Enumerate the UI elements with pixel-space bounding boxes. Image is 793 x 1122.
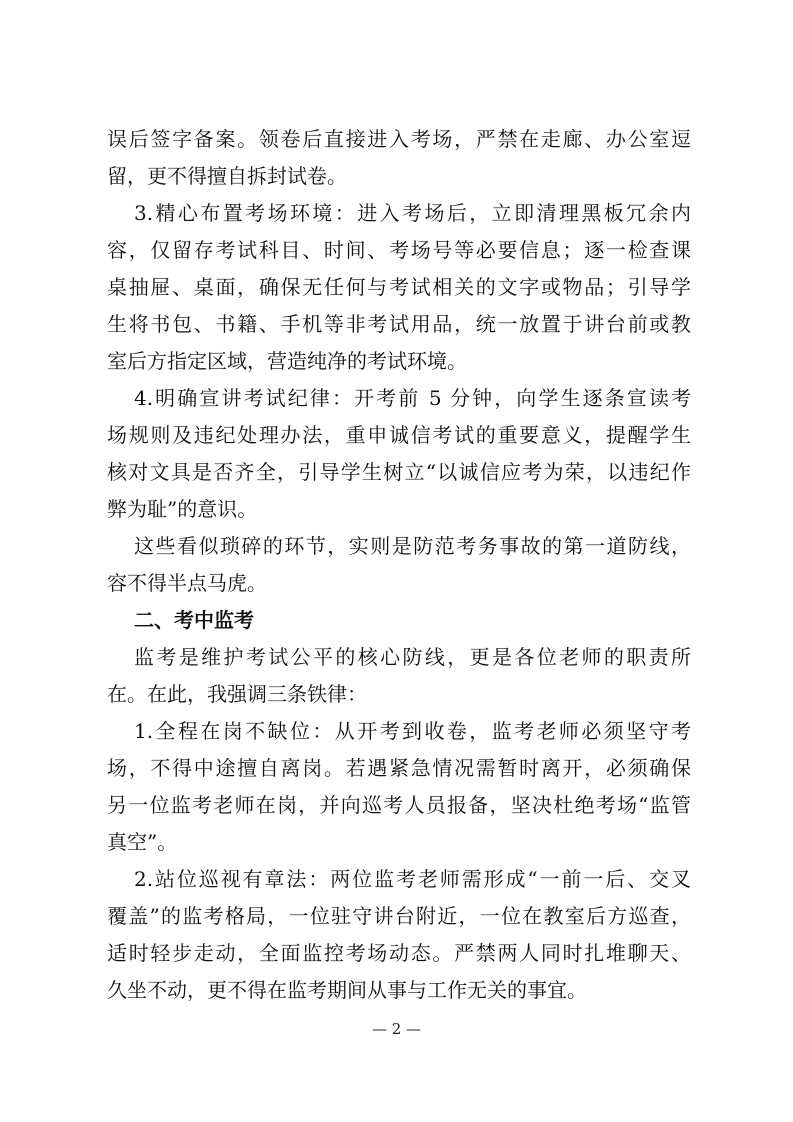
page-number: — 2 — [371, 1020, 422, 1038]
paragraph [107, 861, 691, 1009]
text-line: 监考是维护考试公平的核心防线，更是各位老师的职责所 [134, 645, 691, 669]
text-line: 场规则及违纪处理办法，重申诚信考试的重要意义，提醒学生 [107, 423, 691, 447]
text-line: 生将书包、书籍、手机等非考试用品，统一放置于讲台前或教 [107, 312, 691, 336]
document-body [107, 121, 691, 1009]
text-line: 覆盖”的监考格局，一位驻守讲台附近，一位在教室后方巡查， [107, 904, 691, 928]
text-line: 3.精心布置考场环境：进入考场后，立即清理黑板冗余内 [134, 201, 691, 225]
paragraph [107, 380, 691, 528]
text-line: 二、考中监考 [134, 608, 254, 632]
text-line: 容不得半点马虎。 [107, 571, 267, 595]
text-line: 这些看似琐碎的环节，实则是防范考务事故的第一道防线， [134, 534, 691, 558]
text-line: 2.站位巡视有章法：两位监考老师需形成“一前一后、交叉 [134, 867, 691, 891]
paragraph [107, 121, 691, 195]
section-heading [107, 602, 691, 639]
paragraph [107, 528, 691, 602]
text-line: 久坐不动，更不得在监考期间从事与工作无关的事宜。 [107, 978, 587, 1002]
paragraph [107, 195, 691, 380]
text-line: 4.明确宣讲考试纪律：开考前 5 分钟，向学生逐条宣读考 [134, 386, 691, 410]
text-line: 桌抽屉、桌面，确保无任何与考试相关的文字或物品；引导学 [107, 275, 691, 299]
text-line: 弊为耻”的意识。 [107, 497, 258, 521]
text-line: 误后签字备案。领卷后直接进入考场，严禁在走廊、办公室逗 [107, 127, 691, 151]
text-line: 真空”。 [107, 830, 178, 854]
text-line: 留，更不得擅自拆封试卷。 [107, 164, 347, 188]
paragraph [107, 713, 691, 861]
text-line: 在。在此，我强调三条铁律： [107, 682, 367, 706]
text-line: 核对文具是否齐全，引导学生树立“以诚信应考为荣，以违纪作 [107, 460, 691, 484]
text-line: 场，不得中途擅自离岗。若遇紧急情况需暂时离开，必须确保 [107, 756, 691, 780]
paragraph [107, 639, 691, 713]
text-line: 室后方指定区域，营造纯净的考试环境。 [107, 349, 467, 373]
text-line: 容，仅留存考试科目、时间、考场号等必要信息；逐一检查课 [107, 238, 691, 262]
text-line: 1.全程在岗不缺位：从开考到收卷，监考老师必须坚守考 [134, 719, 691, 743]
text-line: 适时轻步走动，全面监控考场动态。严禁两人同时扎堆聊天、 [107, 941, 691, 965]
text-line: 另一位监考老师在岗，并向巡考人员报备，坚决杜绝考场“监管 [107, 793, 691, 817]
